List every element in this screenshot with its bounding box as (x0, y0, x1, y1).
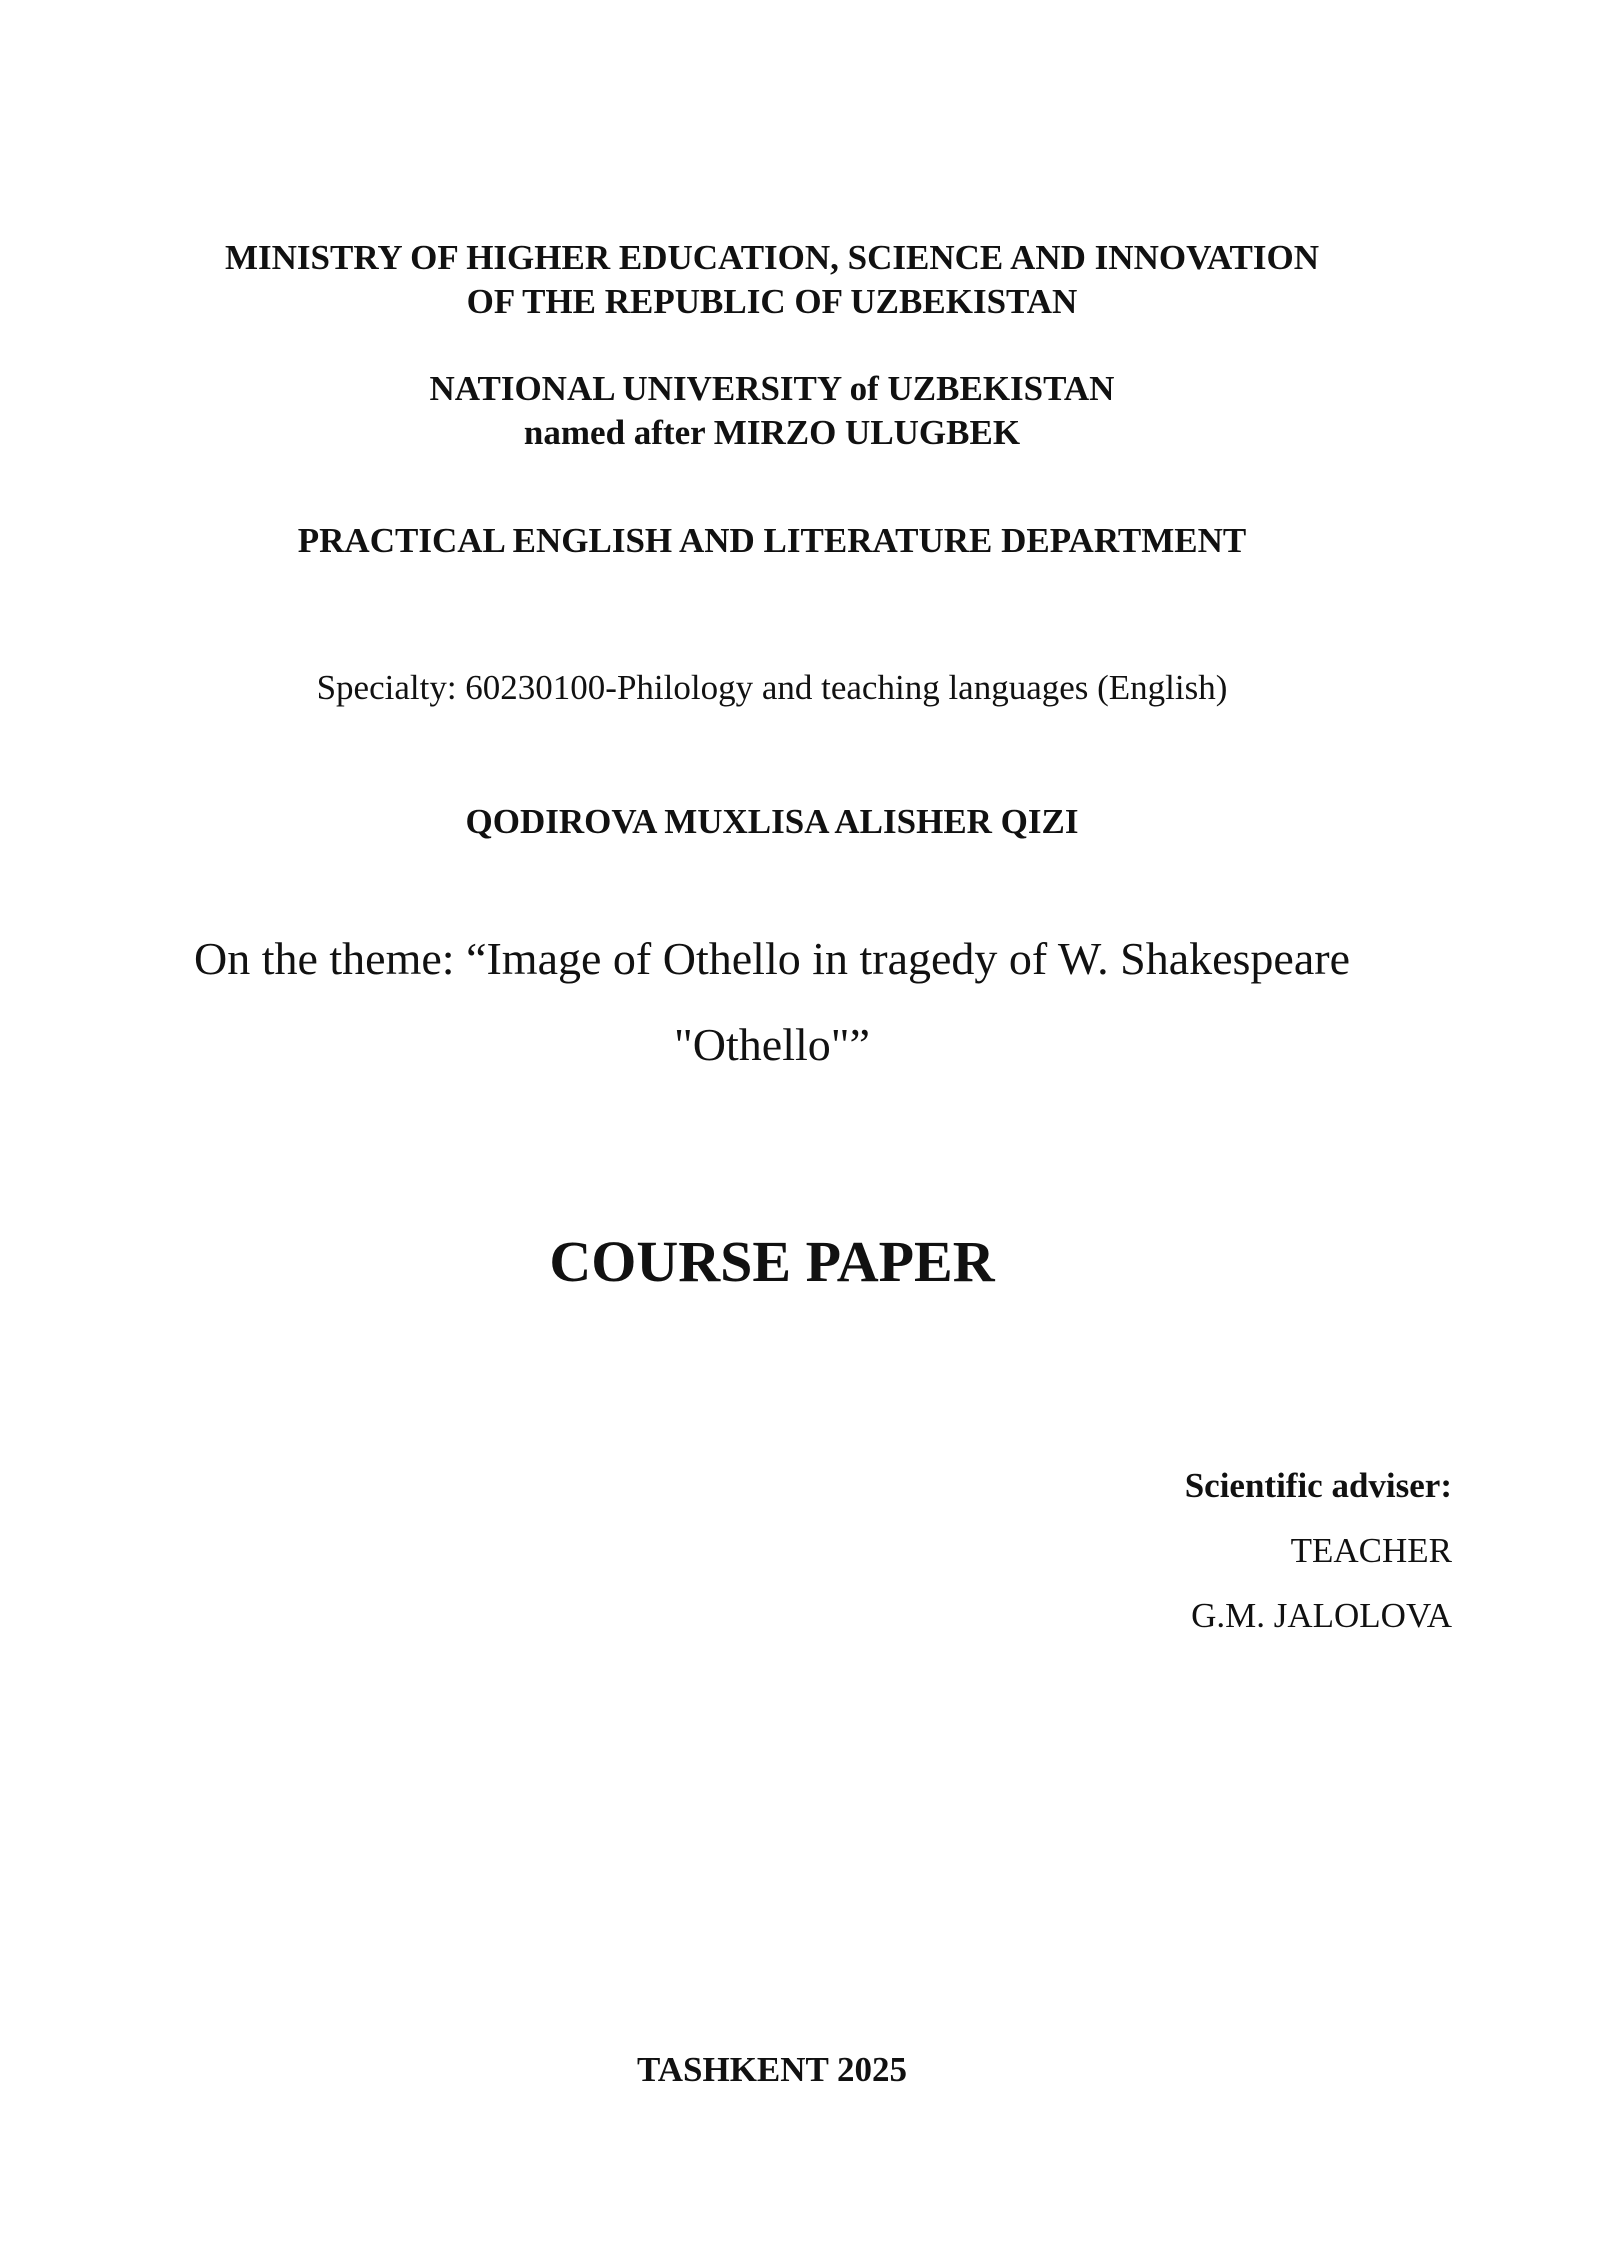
university-line-1: NATIONAL UNIVERSITY of UZBEKISTAN (429, 369, 1115, 408)
theme-line-2: "Othello"” (674, 1019, 870, 1070)
author-name: QODIROVA MUXLISA ALISHER QIZI (465, 802, 1079, 841)
adviser-name: G.M. JALOLOVA (1191, 1596, 1452, 1635)
ministry-line-2: OF THE REPUBLIC OF UZBEKISTAN (466, 282, 1078, 321)
university-line-2: named after MIRZO ULUGBEK (523, 413, 1021, 452)
adviser-label: Scientific adviser: (1184, 1466, 1452, 1505)
theme-line-1: On the theme: “Image of Othello in tragedy of W. Shakespeare (193, 933, 1351, 984)
adviser-position: TEACHER (1290, 1531, 1452, 1570)
document-type-title: COURSE PAPER (549, 1229, 995, 1294)
department-name: PRACTICAL ENGLISH AND LITERATURE DEPARTMENT (297, 521, 1247, 560)
specialty: Specialty: 60230100-Philology and teaching languages (English) (316, 668, 1228, 707)
ministry-line-1: MINISTRY OF HIGHER EDUCATION, SCIENCE AND INNOVATION (225, 238, 1319, 277)
city-year: TASHKENT 2025 (636, 2050, 908, 2089)
adviser-block (1185, 1453, 1452, 1648)
